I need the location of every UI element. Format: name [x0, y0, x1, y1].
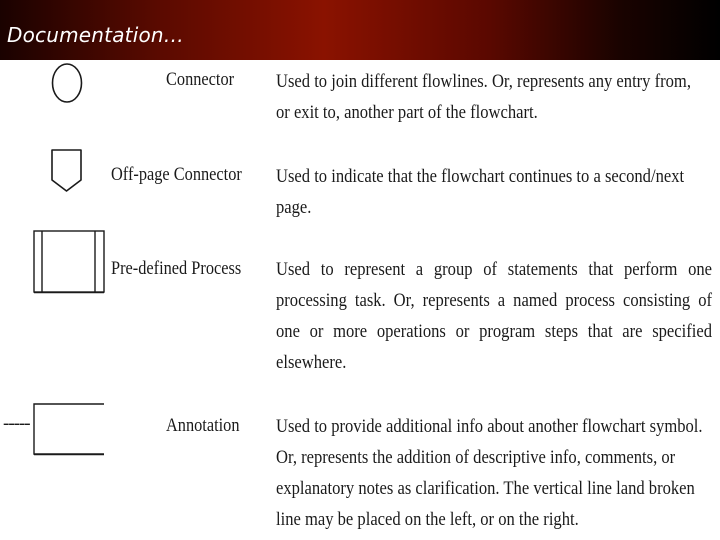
description-line: page.: [276, 197, 312, 218]
description-line: Or, represents the addition of descriptive info, comments, or: [276, 447, 676, 468]
off-page-connector-icon: [50, 148, 84, 194]
description-line: elsewhere.: [276, 352, 347, 373]
symbol-description-off-page-connector: [276, 161, 712, 223]
description-line: one or more operations or program steps that are specified: [276, 321, 712, 342]
description-line: Used to provide additional info about another flowchart symbol.: [276, 416, 703, 437]
description-line: Used to join different flowlines. Or, represents any entry from,: [276, 71, 691, 92]
symbol-name-annotation: Annotation: [166, 415, 240, 436]
title-bar: [0, 0, 720, 60]
description-line: line may be placed on the left, or on the right.: [276, 509, 579, 530]
symbol-name-predefined-process: Pre-defined Process: [111, 258, 242, 279]
symbol-description-connector: [276, 66, 712, 128]
page-title: Documentation…: [7, 23, 184, 47]
symbol-name-connector: Connector: [166, 69, 235, 90]
description-line: explanatory notes as clarification. The vertical line land broken: [276, 478, 695, 499]
description-line: or exit to, another part of the flowchart.: [276, 102, 538, 123]
symbol-name-off-page-connector: Off-page Connector: [111, 164, 242, 185]
description-line: Used to represent a group of statements that perform one: [276, 259, 712, 280]
symbol-description-annotation: [276, 411, 712, 535]
description-line: Used to indicate that the flowchart continues to a second/next: [276, 166, 685, 187]
symbol-description-predefined-process: [276, 254, 712, 378]
connector-circle-icon: [50, 62, 86, 106]
annotation-dashes: -----: [3, 413, 30, 434]
predefined-process-icon: [28, 228, 108, 296]
description-line: processing task. Or, represents a named process consisting of: [276, 290, 712, 311]
annotation-bracket-icon: [28, 400, 108, 458]
